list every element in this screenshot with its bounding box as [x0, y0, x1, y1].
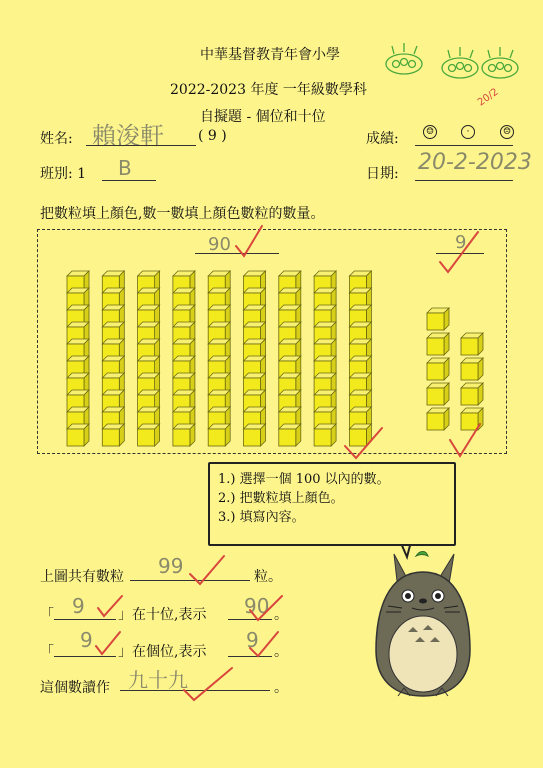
q3-open: 「	[40, 644, 54, 660]
q3-mid: 」在個位,表示	[118, 644, 207, 660]
step-1: 1.) 選擇一個 100 以內的數。	[218, 472, 390, 487]
smile-face-icon: ☺	[423, 125, 437, 139]
sad-face-icon: ☹	[500, 125, 514, 139]
class-number: ( 9 )	[198, 128, 227, 144]
q3-answer-ones-value: 9	[246, 628, 259, 652]
q4-answer: 九十九	[128, 668, 188, 692]
q3-end: 。	[274, 644, 288, 660]
date-value: 20-2-2023	[418, 150, 532, 175]
q2-end: 。	[274, 607, 288, 623]
tens-count-written: 90	[208, 234, 231, 255]
step-3: 3.) 填寫內容。	[218, 510, 305, 525]
q1-answer: 99	[158, 554, 184, 578]
name-value: 賴浚軒	[92, 122, 164, 150]
check-mark-icon	[184, 668, 232, 700]
check-mark-icon	[190, 556, 224, 584]
q1-prefix: 上圖共有數粒	[40, 569, 124, 585]
check-mark-icon	[96, 632, 120, 654]
q4-end: 。	[274, 680, 288, 696]
check-mark-icon	[440, 232, 478, 272]
instruction-text: 把數粒填上顏色,數一數填上顏色數粒的數量。	[40, 206, 325, 222]
check-mark-icon	[450, 424, 480, 456]
q2-answer-tens-value: 90	[244, 594, 270, 618]
q4-prefix: 這個數讀作	[40, 680, 110, 696]
check-mark-icon	[250, 596, 282, 620]
totoro-illustration-icon	[368, 550, 478, 700]
ones-count-written: 9	[455, 232, 467, 253]
q2-answer-tens-digit: 9	[72, 594, 85, 618]
date-label: 日期:	[366, 166, 399, 182]
school-name: 中華基督教青年會小學	[200, 47, 340, 63]
q2-mid: 」在十位,表示	[118, 607, 207, 623]
q2-open: 「	[40, 607, 54, 623]
name-label: 姓名:	[40, 131, 73, 147]
check-mark-icon	[250, 632, 278, 656]
neutral-face-icon: ·	[461, 125, 475, 139]
step-2: 2.) 把數粒填上顏色。	[218, 491, 344, 506]
q1-suffix: 粒。	[254, 569, 282, 585]
check-mark-icon	[236, 226, 262, 256]
check-mark-icon	[345, 428, 382, 458]
class-label: 班別: 1	[40, 166, 87, 182]
teacher-date-mark: 20/2	[475, 86, 501, 109]
check-mark-icon	[98, 596, 122, 616]
task-title: 自擬題 - 個位和十位	[200, 109, 326, 125]
class-value: B	[118, 156, 132, 180]
year-subject: 2022-2023 年度 一年級數學科	[170, 82, 367, 98]
q3-answer-ones-digit: 9	[80, 628, 93, 652]
score-label: 成績:	[366, 131, 399, 147]
